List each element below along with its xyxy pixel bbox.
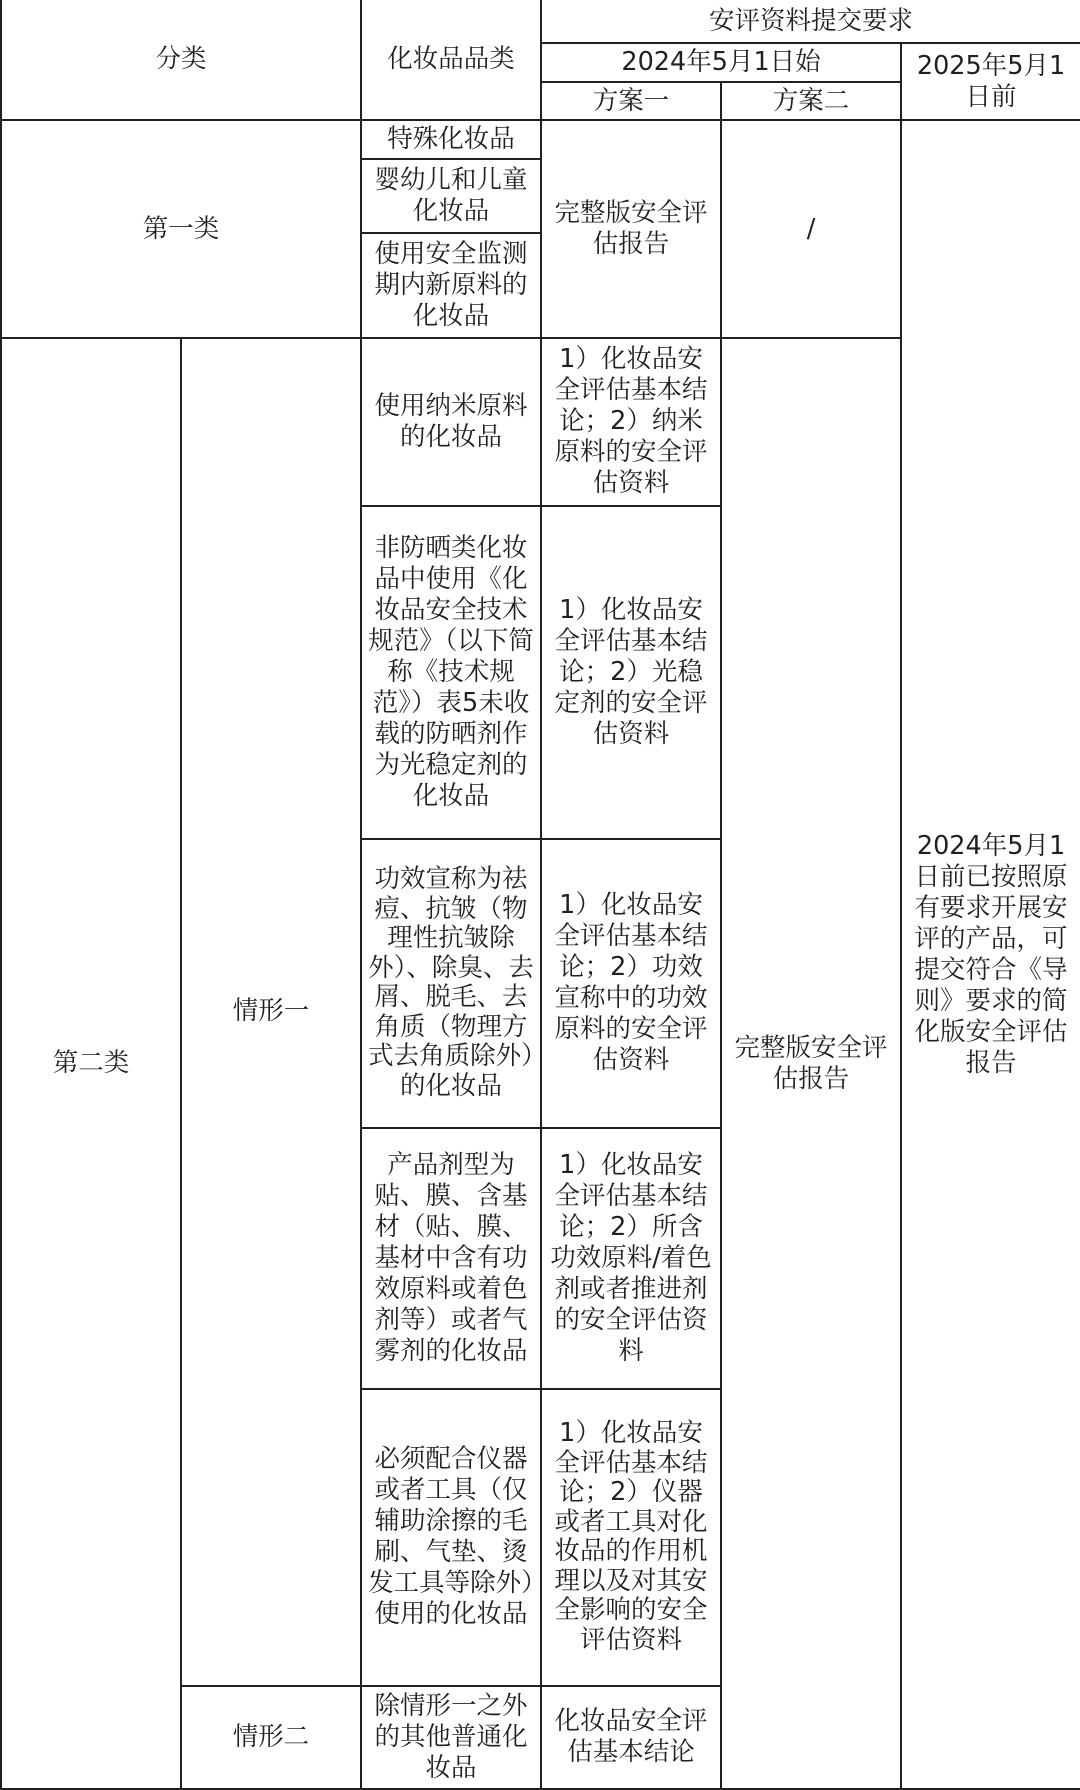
class-two-label: 第二类 [1,338,181,1789]
case-one-product: 功效宣称为祛痘、抗皱（物理性抗皱除外）、除臭、去屑、脱毛、去角质（物理方式去角质除外）的化妆品 [361,839,541,1128]
class-one-item: 使用安全监测期内新原料的化妆品 [361,233,541,338]
header-from-date: 2024年5月1日始 [541,43,901,82]
class-one-plan-one: 完整版安全评估报告 [541,120,721,338]
case-one-product: 必须配合仪器或者工具（仅辅助涂擦的毛刷、气垫、烫发工具等除外）使用的化妆品 [361,1389,541,1686]
case-one-product: 产品剂型为贴、膜、含基材（贴、膜、基材中含有功效原料或着色剂等）或者气雾剂的化妆品 [361,1128,541,1389]
case-two-plan-one: 化妆品安全评估基本结论 [541,1686,721,1789]
class-one-item: 婴幼儿和儿童化妆品 [361,159,541,233]
class-two-plan-two: 完整版安全评估报告 [721,338,901,1789]
header-plan-two: 方案二 [721,82,901,120]
case-one-product: 非防晒类化妆品中使用《化妆品安全技术规范》（以下简称《技术规范》）表5未收载的防晒剂作为光稳定剂的化妆品 [361,506,541,839]
case-one-plan-one: 1）化妆品安全评估基本结论；2）仪器或者工具对化妆品的作用机理以及对其安全影响的安全评估资料 [541,1389,721,1686]
class-one-item: 特殊化妆品 [361,120,541,158]
header-category: 分类 [1,0,361,120]
header-requirements: 安评资料提交要求 [541,0,1080,43]
case-one-label: 情形一 [181,338,361,1685]
case-one-plan-one: 1）化妆品安全评估基本结论；2）功效宣称中的功效原料的安全评估资料 [541,839,721,1128]
case-one-plan-one: 1）化妆品安全评估基本结论；2）纳米原料的安全评估资料 [541,338,721,506]
header-before-date: 2025年5月1日前 [901,43,1080,120]
class-one-label: 第一类 [1,120,361,338]
case-one-product: 使用纳米原料的化妆品 [361,338,541,506]
before-2025-note: 2024年5月1日前已按照原有要求开展安评的产品，可提交符合《导则》要求的简化版安全评估报告 [901,120,1080,1789]
case-two-label: 情形二 [181,1686,361,1789]
case-two-product: 除情形一之外的其他普通化妆品 [361,1686,541,1789]
class-one-plan-two: / [721,120,901,338]
case-one-plan-one: 1）化妆品安全评估基本结论；2）光稳定剂的安全评估资料 [541,506,721,839]
case-one-plan-one: 1）化妆品安全评估基本结论；2）所含功效原料/着色剂或者推进剂的安全评估资料 [541,1128,721,1389]
header-product-type: 化妆品品类 [361,0,541,120]
header-plan-one: 方案一 [541,82,721,120]
